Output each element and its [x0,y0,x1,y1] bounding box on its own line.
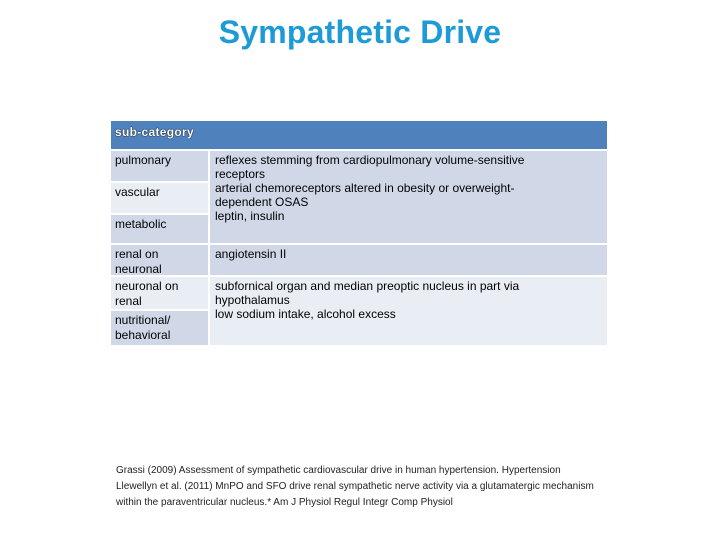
header-description [210,121,607,149]
citation-line: Grassi (2009) Assessment of sympathetic cardiovascular drive in human hypertension. Hypertension [116,465,561,476]
category-cell: neuronal on renal [111,277,208,311]
header-subcategory-label: sub-category [115,125,194,139]
citations [116,463,656,511]
sympathetic-drive-table [111,121,607,345]
description-text: subfornical organ and median preoptic nucleus in part via hypothalamus [215,279,520,307]
citation-line: within the paraventricular nucleus.* Am J Physiol Regul Integr Comp Physiol [116,497,453,508]
description-text: reflexes stemming from cardiopulmonary volume-sensitive receptors [215,153,525,181]
category-cell: pulmonary [111,151,208,183]
group2-desc-block [210,277,607,345]
table-row-group-1 [111,149,607,243]
category-cell: renal on neuronal [111,245,208,277]
table-row-group-2 [111,243,607,345]
citation-line: Llewellyn et al. (2011) MnPO and SFO drive renal sympathetic nerve activity via a glutamatergic mechanism [116,481,594,492]
description-text: angiotensin II [210,245,607,277]
category-cell: nutritional/ behavioral [111,311,208,345]
description-text: low sodium intake, alcohol excess [215,307,396,321]
category-cell: metabolic [111,215,208,243]
category-cell: vascular [111,183,208,215]
table-header-row [111,121,607,149]
slide-title: Sympathetic Drive [218,14,502,50]
group2-descriptions [210,245,607,345]
group2-categories [111,245,210,345]
description-text: leptin, insulin [215,209,285,223]
description-text: arterial chemoreceptors altered in obesity or overweight-dependent OSAS [215,181,515,209]
group1-descriptions [210,151,607,243]
group1-categories [111,151,210,243]
header-subcategory [111,121,210,149]
